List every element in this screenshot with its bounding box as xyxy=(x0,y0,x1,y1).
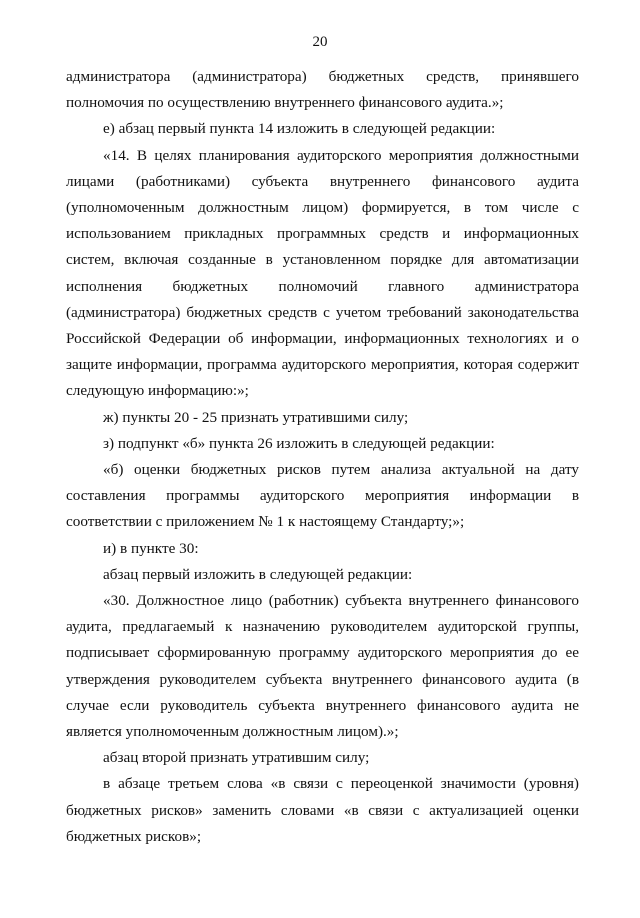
paragraph: «14. В целях планирования аудиторского мероприятия должностными лицами (работниками) субъекта внутреннего финансового аудита (уполномоченным должностным лицом) формируется, в том числе с использованием прикладных программных средств и информационных систем, включая созданные в установленном порядке для автоматизации исполнения бюджетных полномочий главного администратора (администратора) бюджетных средств с учетом требований законодательства Российской Федерации об информации, информационных технологиях и о защите информации, программа аудиторского мероприятия, которая содержит следующую информацию:»; xyxy=(66,146,579,400)
paragraph: ж) пункты 20 - 25 признать утратившими силу; xyxy=(103,408,409,426)
paragraph: в абзаце третьем слова «в связи с переоценкой значимости (уровня) бюджетных рисков» заменить словами «в связи с актуализацией оценки бюджетных рисков»; xyxy=(66,775,579,845)
paragraph: з) подпункт «б» пункта 26 изложить в следующей редакции: xyxy=(103,434,495,452)
paragraph: «30. Должностное лицо (работник) субъекта внутреннего финансового аудита, предлагаемый к назначению руководителем аудиторской группы, подписывает сформированную программу аудиторского мероприятия до ее утверждения руководителем субъекта внутреннего финансового аудита (в случае если руководитель субъекта внутреннего финансового аудита не является уполномоченным должностным лицом).»; xyxy=(66,592,579,741)
paragraph: «б) оценки бюджетных рисков путем анализа актуальной на дату составления программы аудиторского мероприятия информации в соответствии с приложением № 1 к настоящему Стандарту;»; xyxy=(66,461,579,531)
paragraph: абзац второй признать утратившим силу; xyxy=(103,749,370,767)
document-body xyxy=(66,64,579,850)
paragraph: е) абзац первый пункта 14 изложить в следующей редакции: xyxy=(103,120,496,138)
page-number: 20 xyxy=(312,34,328,50)
paragraph: абзац первый изложить в следующей редакции: xyxy=(103,565,413,583)
paragraph: и) в пункте 30: xyxy=(103,539,199,557)
paragraph: администратора (администратора) бюджетных средств, принявшего полномочия по осуществлению внутреннего финансового аудита.»; xyxy=(66,68,579,112)
